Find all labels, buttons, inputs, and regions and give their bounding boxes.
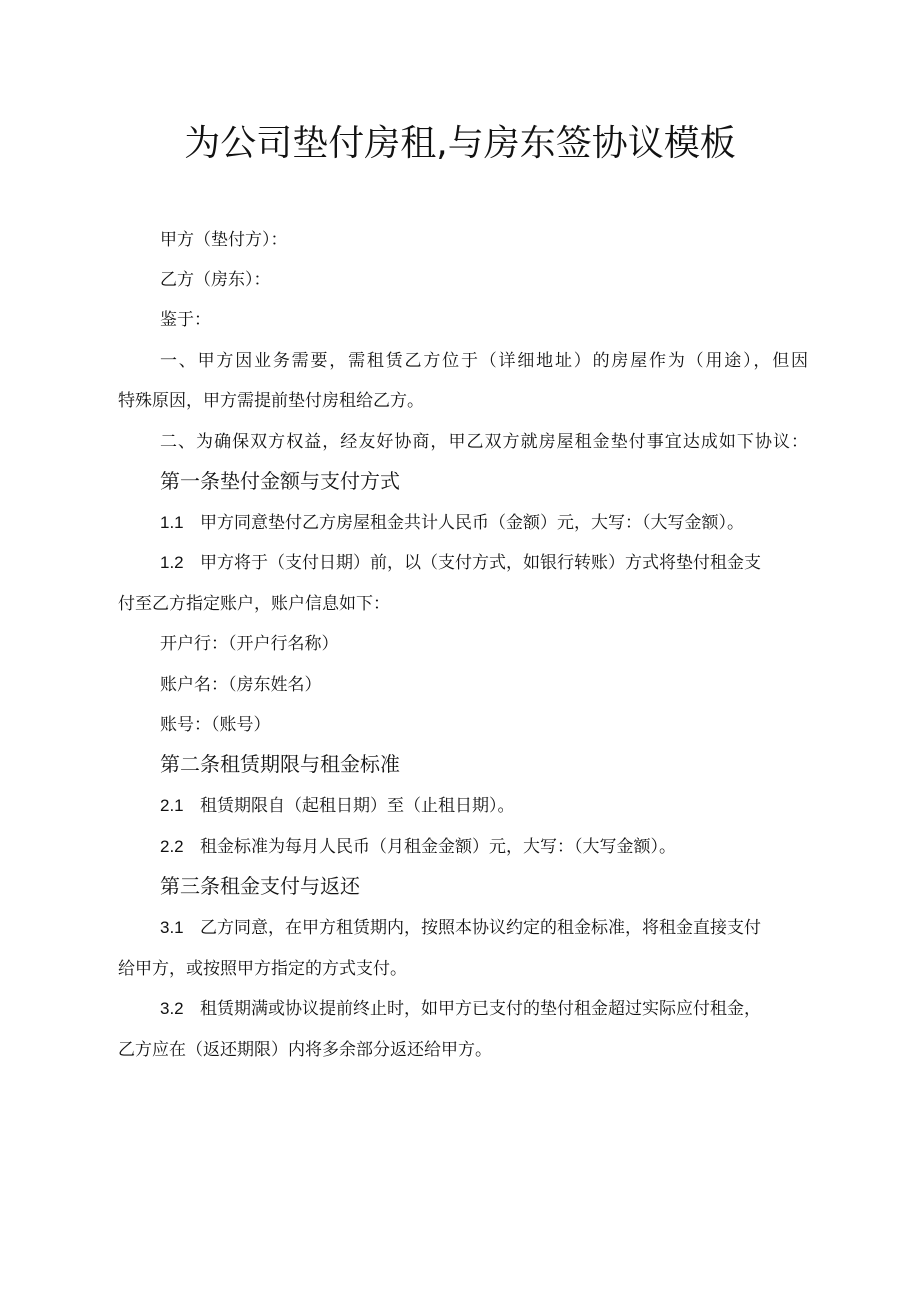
- clause-2-2: [160, 836, 808, 858]
- clause-3-1: [160, 917, 808, 939]
- clause-text: 租赁期限自（起租日期）至（止租日期）。: [200, 796, 515, 816]
- recital-2: 二、为确保双方权益，经友好协商，甲乙双方就房屋租金垫付事宜达成如下协议：: [160, 432, 808, 452]
- document-title: 为公司垫付房租,与房东签协议模板: [184, 123, 736, 164]
- party-b-line: 乙方（房东）：: [160, 270, 271, 290]
- clause-text: 租赁期满或协议提前终止时，如甲方已支付的垫付租金超过实际应付租金，: [200, 999, 761, 1019]
- clause-text: 甲方将于（支付日期）前，以（支付方式，如银行转账）方式将垫付租金支: [200, 553, 761, 573]
- clause-1-1: [160, 512, 808, 534]
- clause-number: 2.2: [160, 837, 184, 856]
- article-1-heading: 第一条垫付金额与支付方式: [160, 469, 400, 493]
- account-name-line: 账户名：（房东姓名）: [160, 675, 322, 695]
- clause-3-1-line-2: 给甲方，或按照甲方指定的方式支付。: [118, 959, 407, 979]
- clause-text: 租金标准为每月人民币（月租金金额）元，大写：（大写金额）。: [200, 837, 676, 857]
- whereas-line: 鉴于：: [160, 310, 211, 330]
- clause-1-2-line-2: 付至乙方指定账户，账户信息如下：: [118, 594, 390, 614]
- clause-2-1: [160, 795, 808, 817]
- clause-3-2: [160, 998, 808, 1020]
- account-number-line: 账号：（账号）: [160, 715, 271, 735]
- clause-number: 3.2: [160, 999, 184, 1018]
- recital-1-line-2: 特殊原因，甲方需提前垫付房租给乙方。: [118, 391, 424, 411]
- clause-number: 2.1: [160, 796, 184, 815]
- clause-number: 1.1: [160, 513, 184, 532]
- clause-text: 乙方同意，在甲方租赁期内，按照本协议约定的租金标准，将租金直接支付: [200, 918, 761, 938]
- bank-name-line: 开户行：（开户行名称）: [160, 634, 339, 654]
- article-3-heading: 第三条租金支付与返还: [160, 874, 360, 898]
- clause-number: 3.1: [160, 918, 184, 937]
- clause-3-2-line-2: 乙方应在（返还期限）内将多余部分返还给甲方。: [118, 1040, 492, 1060]
- recital-1-line-1: 一、甲方因业务需要，需租赁乙方位于（详细地址）的房屋作为（用途），但因: [160, 351, 808, 371]
- party-a-line: 甲方（垫付方）：: [160, 230, 288, 250]
- clause-text: 甲方同意垫付乙方房屋租金共计人民币（金额）元，大写：（大写金额）。: [200, 513, 744, 533]
- clause-number: 1.2: [160, 553, 184, 572]
- article-2-heading: 第二条租赁期限与租金标准: [160, 752, 400, 776]
- clause-1-2: [160, 552, 808, 574]
